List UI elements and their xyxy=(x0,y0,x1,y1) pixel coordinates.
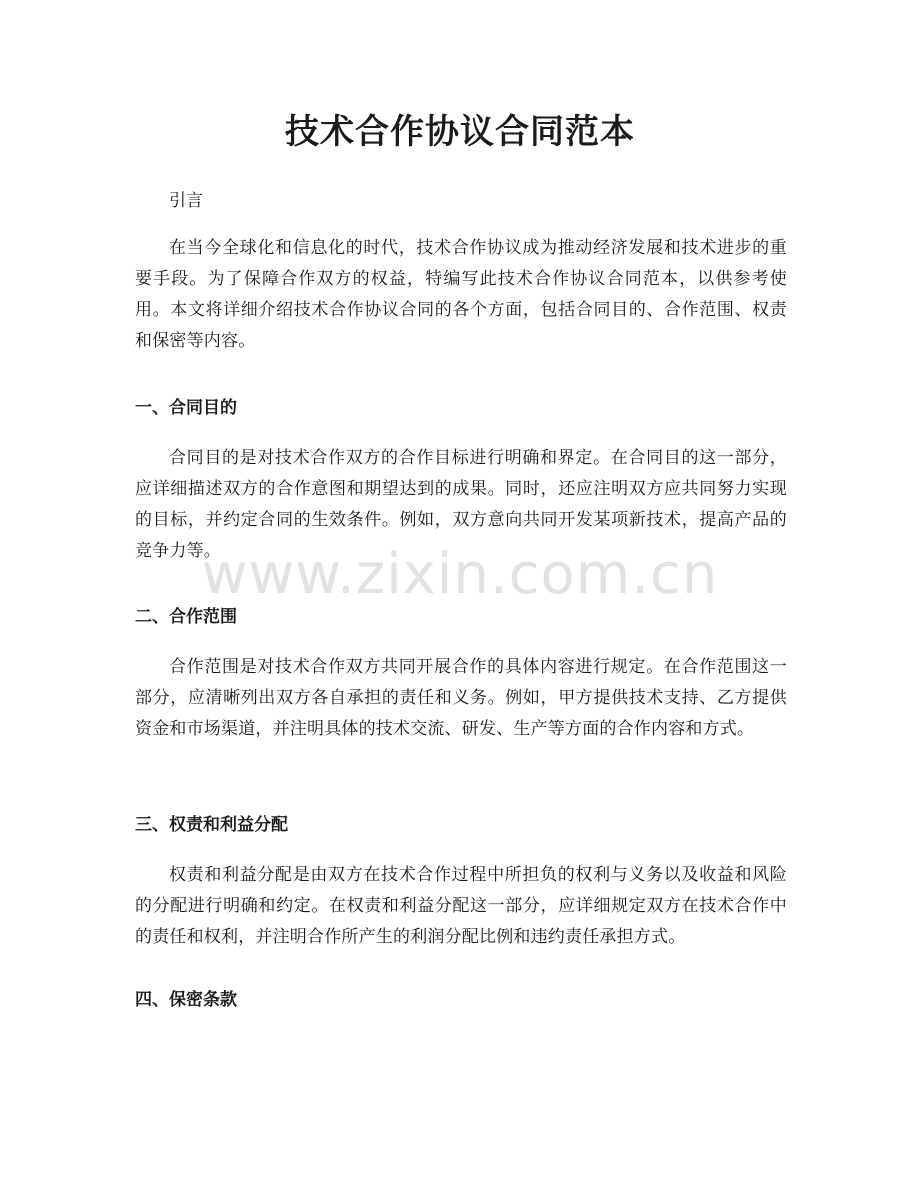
section-heading-rights: 三、权责和利益分配 xyxy=(135,815,288,835)
section-heading-scope: 二、合作范围 xyxy=(135,607,237,627)
section-heading-purpose: 一、合同目的 xyxy=(135,398,237,418)
intro-label: 引言 xyxy=(169,191,203,211)
document-title: 技术合作协议合同范本 xyxy=(285,112,635,152)
section-heading-confidentiality: 四、保密条款 xyxy=(135,990,237,1010)
intro-paragraph: 在当今全球化和信息化的时代，技术合作协议成为推动经济发展和技术进步的重要手段。为了保障合作双方的权益，特编写此技术合作协议合同范本，以供参考使用。本文将详细介绍技术合作协议合同的各个方面，包括合同目的、合作范围、权责和保密等内容。 xyxy=(135,238,787,351)
section-body-rights: 权责和利益分配是由双方在技术合作过程中所担负的权利与义务以及收益和风险的分配进行明确和约定。在权责和利益分配这一部分，应详细规定双方在技术合作中的责任和权利，并注明合作所产生的利润分配比例和违约责任承担方式。 xyxy=(135,865,787,947)
watermark: www.zixin.com.cn xyxy=(201,542,719,607)
section-body-purpose: 合同目的是对技术合作双方的合作目标进行明确和界定。在合同目的这一部分，应详细描述双方的合作意图和期望达到的成果。同时，还应注明双方应共同努力实现的目标，并约定合同的生效条件。例如，双方意向共同开发某项新技术，提高产品的竞争力等。 xyxy=(135,448,787,561)
section-body-scope: 合作范围是对技术合作双方共同开展合作的具体内容进行规定。在合作范围这一部分，应清晰列出双方各自承担的责任和义务。例如，甲方提供技术支持、乙方提供资金和市场渠道，并注明具体的技术交流、研发、生产等方面的合作内容和方式。 xyxy=(135,657,787,739)
